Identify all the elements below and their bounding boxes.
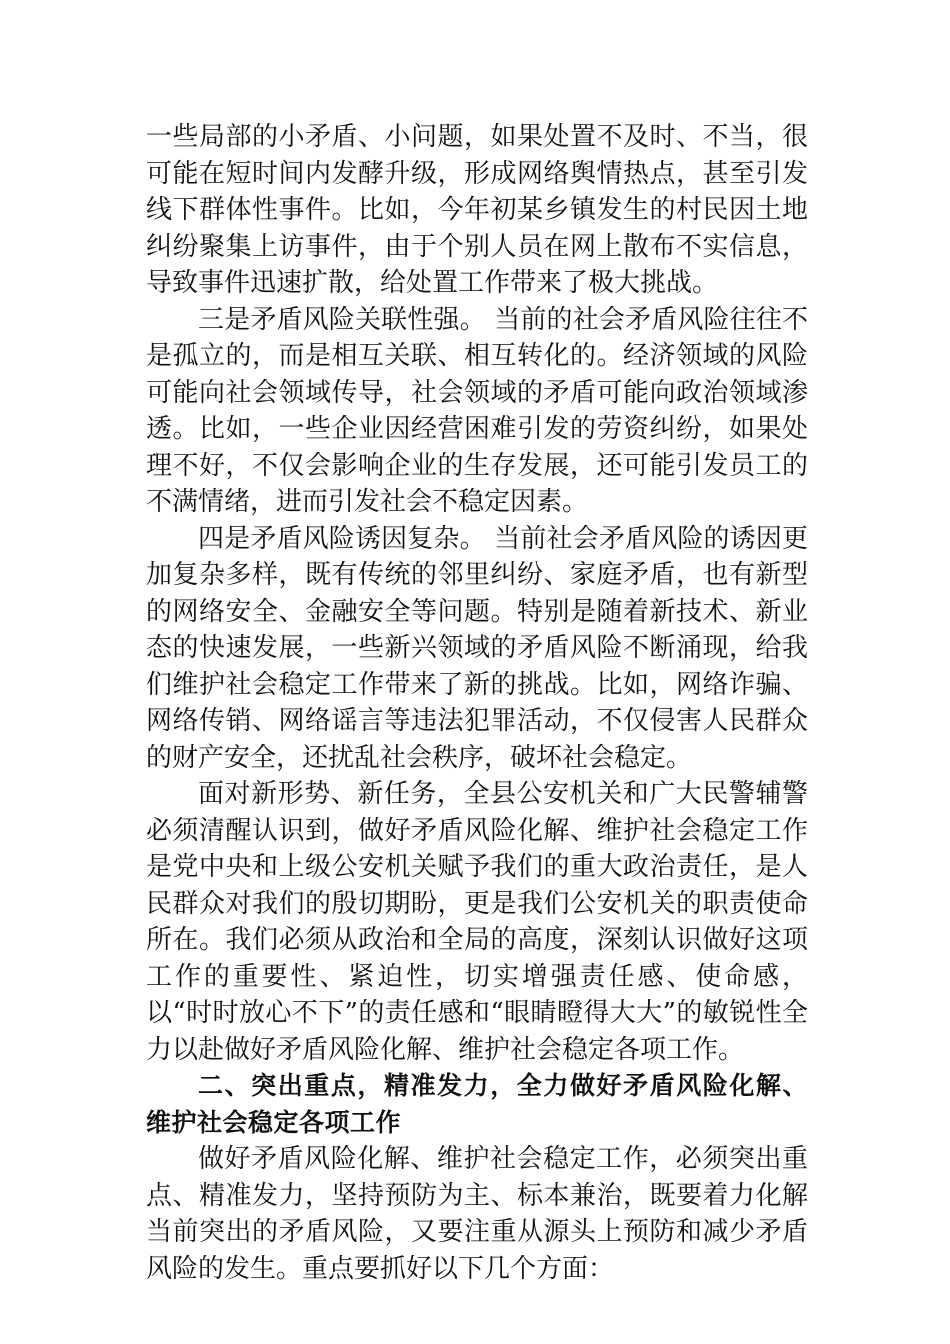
paragraph-point-three: 三是矛盾风险关联性强。 当前的社会矛盾风险往往不是孤立的，而是相互关联、相互转化的。经济领域的风险可能向社会领域传导，社会领域的矛盾可能向政治领域渗透。比如，一些企业因经营困难引发的劳资纠纷，如果处理不好，不仅会影响企业的生存发展，还可能引发员工的不满情绪，进而引发社会不稳定因素。: [146, 304, 808, 517]
paragraph-continuation: 一些局部的小矛盾、小问题，如果处置不及时、不当，很可能在短时间内发酵升级，形成网络舆情热点，甚至引发线下群体性事件。比如，今年初某乡镇发生的村民因土地纠纷聚集上访事件，由于个别人员在网上散布不实信息，导致事件迅速扩散，给处置工作带来了极大挑战。: [146, 122, 808, 298]
document-body: [146, 119, 808, 1287]
paragraph-point-four: 四是矛盾风险诱因复杂。 当前社会矛盾风险的诱因更加复杂多样，既有传统的邻里纠纷、家庭矛盾，也有新型的网络安全、金融安全等问题。特别是随着新技术、新业态的快速发展，一些新兴领域的矛盾风险不断涌现，给我们维护社会稳定工作带来了新的挑战。比如，网络诈骗、网络传销、网络谣言等违法犯罪活动，不仅侵害人民群众的财产安全，还扰乱社会秩序，破坏社会稳定。: [146, 523, 808, 773]
paragraph-new-situation: 面对新形势、新任务，全县公安机关和广大民警辅警必须清醒认识到，做好矛盾风险化解、维护社会稳定工作是党中央和上级公安机关赋予我们的重大政治责任，是人民群众对我们的殷切期盼，更是我们公安机关的职责使命所在。我们必须从政治和全局的高度，深刻认识做好这项工作的重要性、紧迫性，切实增强责任感、使命感，以“时时放心不下”的责任感和“眼睛瞪得大大”的敏锐性全力以赴做好矛盾风险化解、维护社会稳定各项工作。: [146, 779, 808, 1065]
section-heading-two: 二、突出重点，精准发力，全力做好矛盾风险化解、维护社会稳定各项工作: [146, 1071, 808, 1137]
paragraph-section-two-intro: 做好矛盾风险化解、维护社会稳定工作，必须突出重点、精准发力，坚持预防为主、标本兼治，既要着力化解当前突出的矛盾风险，又要注重从源头上预防和减少矛盾风险的发生。重点要抓好以下几个方面：: [146, 1144, 808, 1284]
